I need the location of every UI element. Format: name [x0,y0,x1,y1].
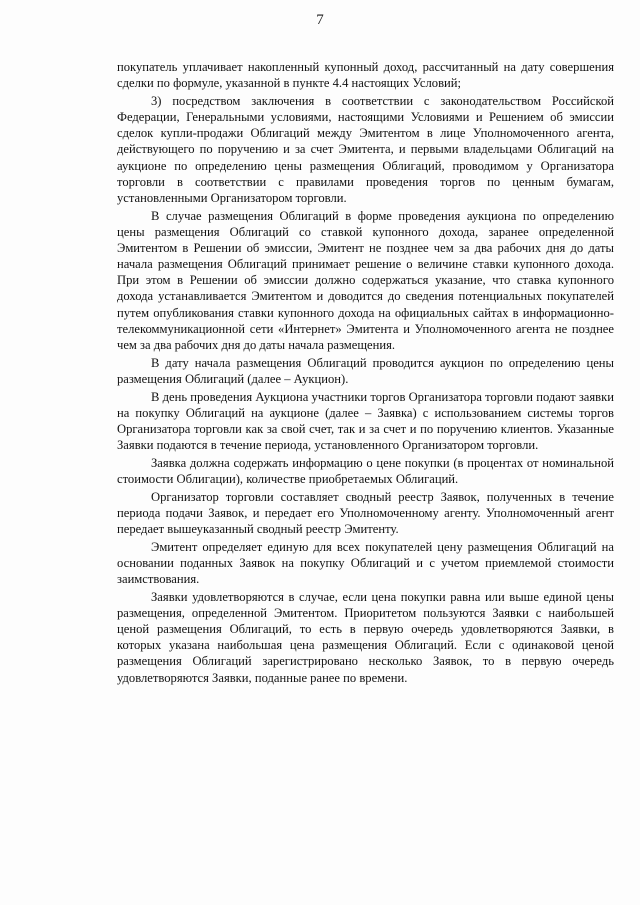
document-body [117,59,614,686]
paragraph: В дату начала размещения Облигаций проводится аукцион по определению цены размещения Облигаций (далее – Аукцион). [117,355,614,386]
paragraph: покупатель уплачивает накопленный купонный доход, рассчитанный на дату совершения сделки по формуле, указанной в пункте 4.4 настоящих Условий; [117,60,614,91]
paragraph: Заявки удовлетворяются в случае, если цена покупки равна или выше единой цены размещения, определенной Эмитентом. Приоритетом пользуются Заявки с наибольшей ценой размещения Облигаций, то есть в первую очередь удовлетворяются Заявки, в которых указана наибольшая цена размещения Облигаций. Если с одинаковой ценой размещения Облигаций зарегистрировано несколько Заявок, то в первую очередь удовлетворяются Заявки, поданные ранее по времени. [117,589,614,685]
paragraph: Организатор торговли составляет сводный реестр Заявок, полученных в течение периода подачи Заявок, и передает его Уполномоченному агенту. Уполномоченный агент передает вышеуказанный сводный реестр Эмитенту. [117,489,614,536]
paragraph: 3) посредством заключения в соответствии с законодательством Российской Федерации, Генеральными условиями, настоящими Условиями и Решением об эмиссии сделок купли-продажи Облигаций между Эмитентом в лице Уполномоченного агента, действующего по поручению и за счет Эмитента, и первыми владельцами Облигаций на аукционе по определению цены размещения Облигаций, проводимом у Организатора торговли в соответствии с правилами проведения торгов по ценным бумагам, установленными Организатором торговли. [117,93,614,205]
paragraph: Заявка должна содержать информацию о цене покупки (в процентах от номинальной стоимости Облигации), количестве приобретаемых Облигаций. [117,455,614,486]
page-number: 7 [316,12,324,28]
paragraph: Эмитент определяет единую для всех покупателей цену размещения Облигаций на основании поданных Заявок на покупку Облигаций и с учетом приемлемой стоимости заимствования. [117,539,614,586]
paragraph: В день проведения Аукциона участники торгов Организатора торговли подают заявки на покупку Облигаций на аукционе (далее – Заявка) с использованием системы торгов Организатора торговли как за свой счет, так и за счет и по поручению клиентов. Указанные Заявки подаются в течение периода, установленного Организатором торговли. [117,389,614,452]
paragraph: В случае размещения Облигаций в форме проведения аукциона по определению цены размещения Облигаций со ставкой купонного дохода, заранее определенной Эмитентом в Решении об эмиссии, Эмитент не позднее чем за два рабочих дня до даты начала размещения Облигаций принимает решение о величине ставки купонного дохода. При этом в Решении об эмиссии должно содержаться указание, что ставка купонного дохода устанавливается Эмитентом и доводится до сведения потенциальных покупателей путем опубликования ставки купонного дохода на официальных сайтах в информационно-телекоммуникационной сети «Интернет» Эмитента и Уполномоченного агента не позднее чем за два рабочих дня до даты начала размещения. [117,208,614,352]
